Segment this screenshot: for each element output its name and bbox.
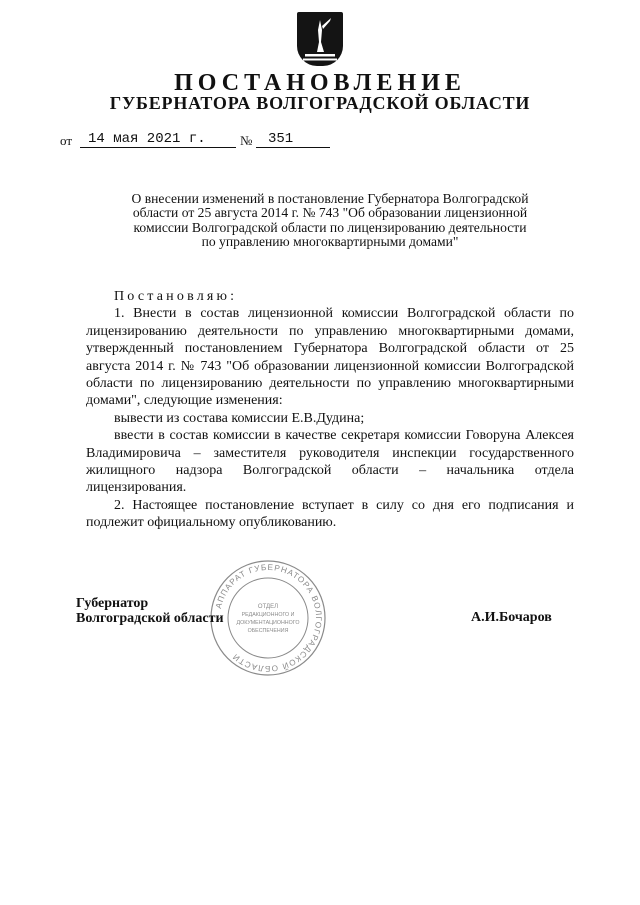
coat-of-arms-emblem — [297, 12, 343, 66]
stamp-center-line-3: ДОКУМЕНТАЦИОННОГО — [236, 620, 300, 626]
date-prefix: от — [60, 133, 73, 148]
document-subtitle: ГУБЕРНАТОРА ВОЛГОГРАДСКОЙ ОБЛАСТИ — [109, 93, 531, 113]
resolve-word: Постановляю: — [114, 289, 238, 304]
document-date: 14 мая 2021 г. — [80, 131, 236, 148]
document-number: 351 — [256, 131, 330, 148]
number-prefix: № — [240, 133, 253, 148]
stamp-center-line-4: ОБЕСПЕЧЕНИЯ — [247, 628, 289, 634]
subject-line: области от 25 августа 2014 г. № 743 "Об образовании лицензионной — [132, 205, 528, 221]
position-line-1: Губернатор — [76, 596, 149, 611]
document-subject — [86, 192, 574, 250]
document-body — [86, 288, 574, 532]
subject-line: О внесении изменений в постановление Губернатора Волгоградской — [131, 191, 529, 206]
monument-icon — [297, 12, 343, 66]
paragraph-1: 1. Внести в состав лицензионной комиссии Волгоградской области по лицензированию деятельности по управлению многоквартирными домами, утвержденный постановлением Губернатора Волгоградской области от 25 августа 2014 г. № 743 "Об образовании лицензионной комиссии Волгоградской области по лицензированию деятельности по управлению многоквартирными домами", следующие изменения: — [86, 306, 574, 409]
stamp-center-line-2: РЕДАКЦИОННОГО И — [241, 612, 295, 618]
subject-line: комиссии Волгоградской области по лицензированию деятельности — [133, 219, 527, 235]
position-line-2: Волгоградской области — [76, 611, 224, 626]
stamp-center-line-1: ОТДЕЛ — [257, 604, 279, 610]
date-field — [80, 130, 236, 148]
signatory-position — [76, 596, 224, 626]
paragraph-2: вывести из состава комиссии Е.В.Дудина; — [114, 410, 365, 426]
document-title: ПОСТАНОВЛЕНИЕ — [174, 70, 466, 96]
paragraph-4: 2. Настоящее постановление вступает в силу со дня его подписания и подлежит официальному опубликованию. — [86, 497, 574, 531]
subject-line: по управлению многоквартирными домами" — [201, 234, 459, 250]
number-field — [256, 130, 330, 148]
stamp-ring-text: АППАРАТ ГУБЕРНАТОРА ВОЛГОГРАДСКОЙ ОБЛАСТИ — [213, 562, 324, 674]
official-stamp — [208, 558, 328, 678]
signatory-name: А.И.Бочаров — [471, 610, 552, 625]
paragraph-3: ввести в состав комиссии в качестве секретаря комиссии Говоруна Алексея Владимировича – заместителя руководителя инспекции государственного жилищного надзора Волгоградской области – начальника отдела лицензирования. — [86, 428, 574, 496]
